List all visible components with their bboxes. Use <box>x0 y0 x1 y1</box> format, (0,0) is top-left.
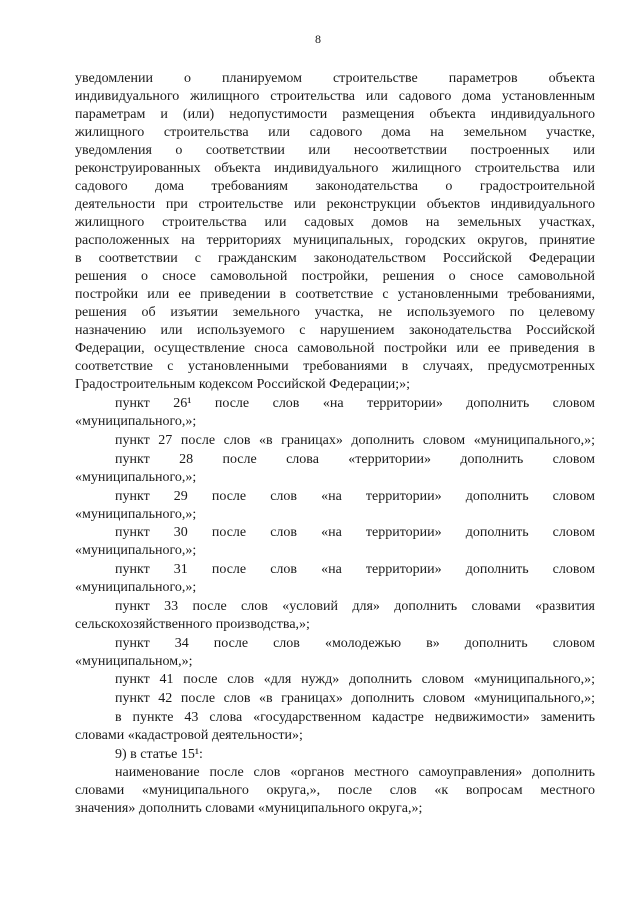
text-line: садового дома требованиям законодательства о градостроительной <box>75 179 595 194</box>
text-line: «муниципальном,»; <box>75 654 193 669</box>
text-line: «муниципального,»; <box>75 543 197 558</box>
text-line: пункт 27 после слов «в границах» дополнить словом «муниципального,»; <box>115 433 595 448</box>
text-line: уведомления о соответствии или несоответствии построенных или <box>75 143 595 158</box>
text-line: соответствие с установленными требованиями в случаях, предусмотренных <box>75 359 595 374</box>
text-line: расположенных на территориях муниципальных, городских округов, принятие <box>75 233 595 248</box>
text-line: пункт 26¹ после слов «на территории» дополнить словом <box>115 396 595 411</box>
text-line: «муниципального,»; <box>75 580 197 595</box>
text-line: уведомлении о планируемом строительстве параметров объекта <box>75 71 595 86</box>
text-line: деятельности при строительстве или реконструкции объектов индивидуального <box>75 197 595 212</box>
text-line: пункт 41 после слов «для нужд» дополнить словом «муниципального,»; <box>115 672 595 687</box>
text-line: в соответствии с гражданским законодательством Российской Федерации <box>75 251 595 266</box>
text-line: реконструированных объекта индивидуального жилищного строительства или <box>75 161 595 176</box>
text-line: пункт 33 после слов «условий для» дополнить словами «развития <box>115 599 595 614</box>
text-line: «муниципального,»; <box>75 414 197 429</box>
text-line: значения» дополнить словами «муниципального округа,»; <box>75 801 423 816</box>
text-line: Градостроительным кодексом Российской Федерации;»; <box>75 377 411 392</box>
text-line: параметрам и (или) недопустимости размещения объекта индивидуального <box>75 107 595 122</box>
text-line: пункт 42 после слов «в границах» дополнить словом «муниципального,»; <box>115 691 595 706</box>
text-line: наименование после слов «органов местного самоуправления» дополнить <box>115 765 595 780</box>
text-line: пункт 30 после слов «на территории» дополнить словом <box>115 525 595 540</box>
text-line: «муниципального,»; <box>75 507 197 522</box>
page-number: 8 <box>315 32 321 46</box>
text-line: сельскохозяйственного производства,»; <box>75 617 310 632</box>
text-line: пункт 29 после слов «на территории» дополнить словом <box>115 489 595 504</box>
text-line: пункт 28 после слова «территории» дополнить словом <box>115 452 595 467</box>
text-line: постройки или ее приведении в соответствие с установленными требованиями, <box>75 287 595 302</box>
text-line: «муниципального,»; <box>75 470 197 485</box>
text-line: пункт 31 после слов «на территории» дополнить словом <box>115 562 595 577</box>
text-line: жилищного строительства или садового дома на земельном участке, <box>75 125 595 140</box>
text-line: Федерации, осуществление сноса самовольной постройки или ее приведения в <box>75 341 595 356</box>
text-line: 9) в статье 15¹: <box>115 747 203 762</box>
text-line: словами «муниципального округа,», после слов «к вопросам местного <box>75 783 595 798</box>
text-line: жилищного строительства или садовых домов на земельных участках, <box>75 215 595 230</box>
text-line: назначению или используемого с нарушением законодательства Российской <box>75 323 595 338</box>
text-line: решения об изъятии земельного участка, не используемого по целевому <box>75 305 595 320</box>
text-line: словами «кадастровой деятельности»; <box>75 728 303 743</box>
text-line: пункт 34 после слов «молодежью в» дополнить словом <box>115 636 595 651</box>
text-line: решения о сносе самовольной постройки, решения о сносе самовольной <box>75 269 595 284</box>
text-line: индивидуального жилищного строительства или садового дома установленным <box>75 89 595 104</box>
text-line: в пункте 43 слова «государственном кадастре недвижимости» заменить <box>115 710 595 725</box>
